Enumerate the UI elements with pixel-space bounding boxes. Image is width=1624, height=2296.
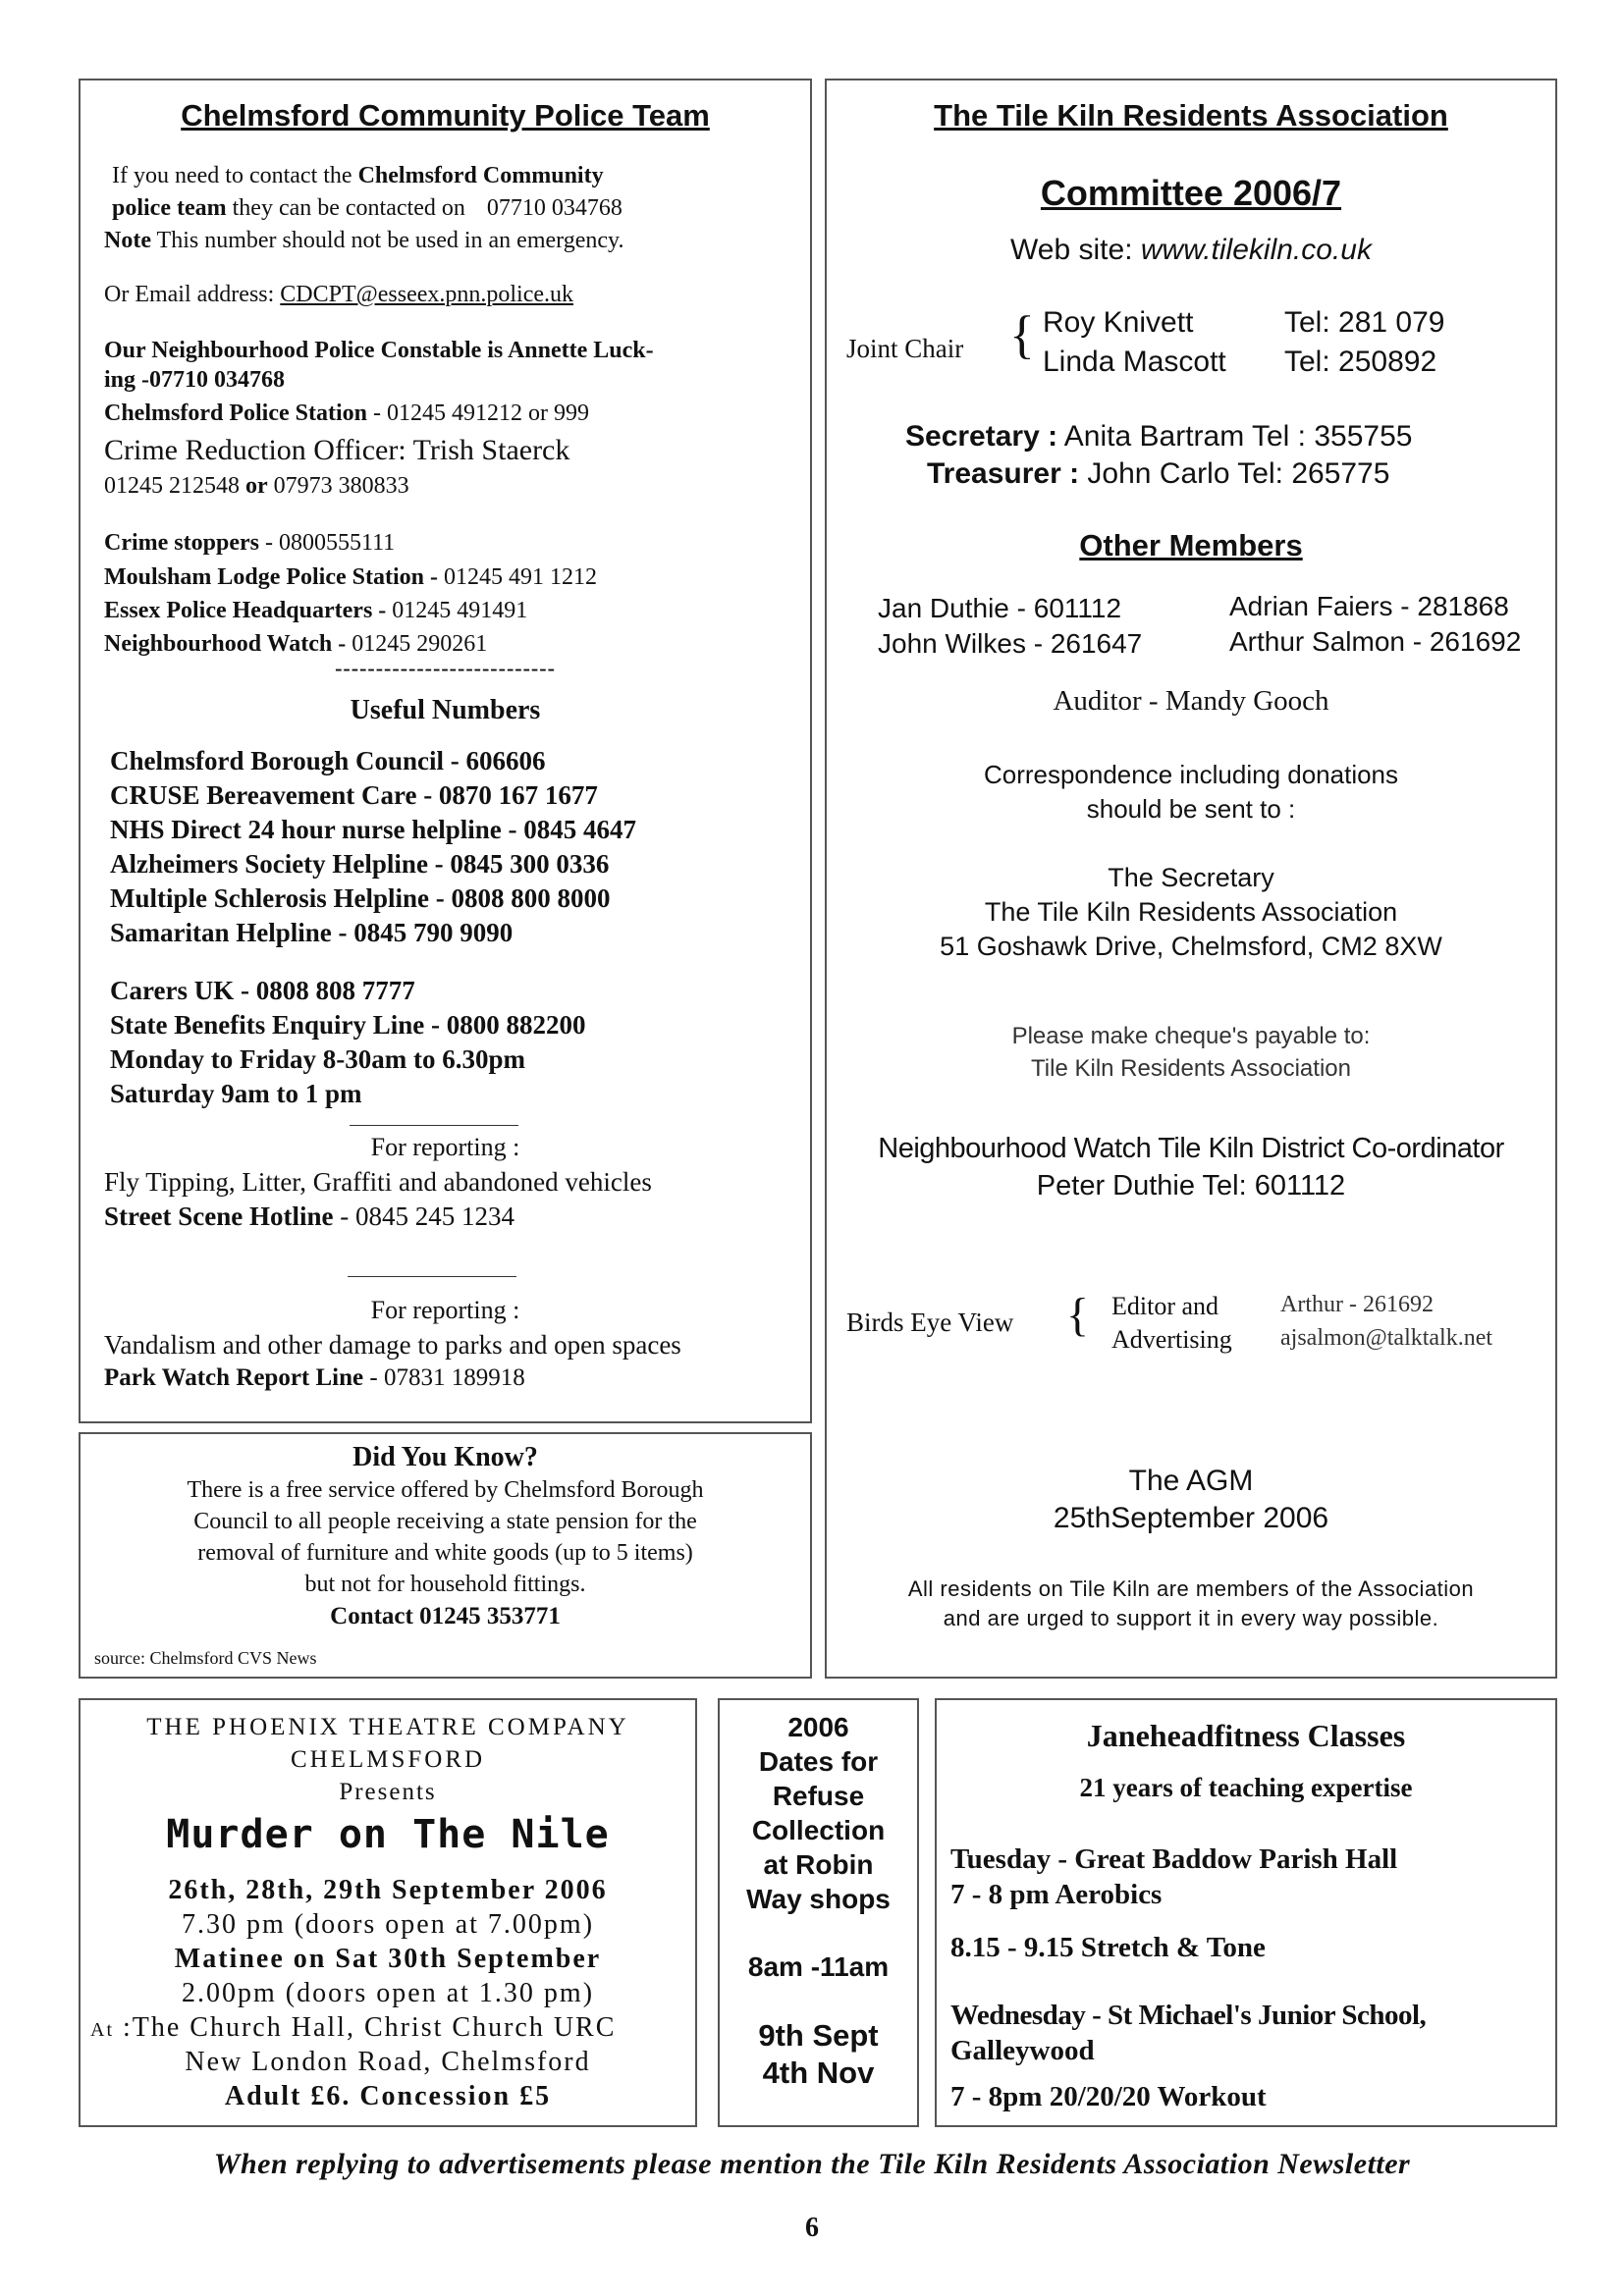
fitness-wednesday-time: 7 - 8pm 20/20/20 Workout — [950, 2081, 1267, 2112]
cheque-line: Please make cheque's payable to: — [1011, 1023, 1371, 1049]
refuse-line: Collection — [751, 1815, 886, 1845]
bev-role: Editor and — [1111, 1292, 1219, 1320]
nw-coordinator-contact: Peter Duthie Tel: 601112 — [1036, 1170, 1346, 1201]
auditor: Auditor - Mandy Gooch — [1053, 685, 1329, 717]
useful-title: Useful Numbers — [350, 695, 541, 725]
cro-numbers — [104, 473, 409, 500]
phoenix-presents: Presents — [339, 1779, 437, 1805]
police-note — [104, 228, 623, 254]
venue-line-1: :The Church Hall, Christ Church URC — [114, 2012, 617, 2043]
other-members-title: Other Members — [1079, 528, 1303, 562]
refuse-line: Refuse — [772, 1781, 865, 1811]
useful-item: CRUSE Bereavement Care - 0870 167 1677 — [110, 780, 598, 810]
reporting-text-1: Fly Tipping, Litter, Graffiti and abandoned vehicles — [104, 1167, 652, 1197]
pc-line2: ing -07710 034768 — [104, 367, 286, 393]
note-label: Note — [104, 228, 151, 253]
station-number: - 01245 491212 or 999 — [366, 400, 589, 426]
refuse-date: 9th Sept — [758, 2018, 879, 2053]
moulsham-number: 01245 491 1212 — [438, 564, 597, 590]
bev-role: Advertising — [1111, 1325, 1232, 1354]
page-number: 6 — [805, 2213, 819, 2243]
address-line: The Tile Kiln Residents Association — [984, 897, 1398, 927]
reporting-head-1: For reporting : — [370, 1133, 520, 1161]
chair-name: Linda Mascott — [1043, 346, 1226, 378]
venue-row — [90, 2012, 616, 2044]
crime-stoppers-row — [104, 530, 395, 557]
contact-text-2: they can be contacted on — [226, 195, 465, 221]
assoc-footer: All residents on Tile Kiln are members of the Association — [907, 1576, 1475, 1601]
useful-item: Multiple Schlerosis Helpline - 0808 800 8000 — [110, 883, 611, 913]
police-section — [79, 79, 812, 1423]
street-number: - 0845 245 1234 — [333, 1201, 514, 1231]
footer-note: When replying to advertisements please mention the Tile Kiln Residents Association Newsletter — [213, 2148, 1411, 2180]
bev-label: Birds Eye View — [846, 1308, 1014, 1337]
matinee: Matinee on Sat 30th September — [174, 1944, 602, 1974]
dyk-source: source: Chelmsford CVS News — [94, 1648, 317, 1668]
carers-item: Saturday 9am to 1 pm — [110, 1079, 362, 1108]
address-line: 51 Goshawk Drive, Chelmsford, CM2 8XW — [940, 932, 1442, 961]
member: John Wilkes - 261647 — [878, 628, 1143, 659]
contact-bold: Chelmsford Community — [357, 163, 604, 188]
reporting-text-2: Vandalism and other damage to parks and open spaces — [104, 1330, 681, 1360]
committee-title: Committee 2006/7 — [1040, 173, 1342, 213]
nw-label: Neighbourhood Watch - — [104, 631, 347, 657]
fitness-section — [935, 1698, 1557, 2127]
chair-tel: Tel: 281 079 — [1284, 306, 1445, 339]
police-contact-line2 — [112, 195, 623, 222]
street-scene-row — [104, 1201, 514, 1232]
show-title: Murder on The Nile — [166, 1812, 610, 1857]
corr-line: Correspondence including donations — [983, 760, 1399, 789]
street-label: Street Scene Hotline — [104, 1201, 334, 1231]
fitness-wednesday: Wednesday - St Michael's Junior School, — [950, 2000, 1427, 2031]
carers-item: State Benefits Enquiry Line - 0800 882200 — [110, 1010, 586, 1040]
park-watch-row — [104, 1364, 525, 1392]
website-label: Web site: — [1010, 234, 1141, 266]
refuse-line: 2006 — [787, 1712, 849, 1742]
corr-line: should be sent to : — [1086, 794, 1296, 824]
moulsham-row — [104, 564, 597, 591]
station-row — [104, 400, 589, 427]
joint-chair-label: Joint Chair — [846, 334, 964, 363]
fitness-title: Janeheadfitness Classes — [1086, 1718, 1406, 1753]
cro-label: Crime Reduction Officer: Trish Staerck — [104, 434, 570, 466]
bev-contact: Arthur - 261692 — [1280, 1292, 1434, 1317]
at-label: At — [90, 2019, 114, 2041]
refuse-section — [718, 1698, 919, 2127]
essex-row — [104, 598, 527, 624]
show-dates: 26th, 28th, 29th September 2006 — [168, 1875, 608, 1905]
nw-number: 01245 290261 — [346, 631, 488, 657]
useful-item: Alzheimers Society Helpline - 0845 300 0336 — [110, 849, 610, 879]
cro-number-a: 01245 212548 — [104, 473, 245, 499]
bev-email[interactable]: ajsalmon@talktalk.net — [1280, 1325, 1493, 1351]
assoc-title: The Tile Kiln Residents Association — [934, 98, 1448, 133]
association-section — [825, 79, 1557, 1679]
chair-tel: Tel: 250892 — [1284, 346, 1437, 378]
fitness-subtitle: 21 years of teaching expertise — [1079, 1773, 1413, 1802]
fitness-wednesday-2: Galleywood — [950, 2035, 1095, 2066]
dyk-line: Council to all people receiving a state pension for the — [193, 1509, 697, 1534]
treasurer-value: John Carlo Tel: 265775 — [1079, 457, 1390, 490]
dyk-line: removal of furniture and white goods (up to 5 items) — [197, 1540, 693, 1566]
address-line: The Secretary — [1108, 863, 1274, 892]
contact-text: If you need to contact the — [112, 163, 358, 188]
agm-title: The AGM — [1128, 1465, 1254, 1497]
matinee-time: 2.00pm (doors open at 1.30 pm) — [181, 1978, 595, 2008]
park-number: - 07831 189918 — [363, 1364, 525, 1391]
fitness-tuesday-time: 7 - 8 pm Aerobics — [950, 1879, 1163, 1910]
police-title: Chelmsford Community Police Team — [181, 98, 710, 133]
carers-item: Monday to Friday 8-30am to 6.30pm — [110, 1044, 525, 1074]
park-label: Park Watch Report Line — [104, 1364, 364, 1391]
fitness-tuesday: Tuesday - Great Baddow Parish Hall — [950, 1843, 1398, 1875]
refuse-line: at Robin — [763, 1849, 874, 1880]
separator: --------------------------- — [335, 656, 556, 680]
useful-item: Samaritan Helpline - 0845 790 9090 — [110, 918, 514, 947]
crime-stoppers-label: Crime stoppers — [104, 530, 259, 556]
cheque-line: Tile Kiln Residents Association — [1031, 1055, 1351, 1082]
refuse-time: 8am -11am — [747, 1951, 890, 1982]
contact-phone: 07710 034768 — [486, 195, 623, 221]
nw-coordinator: Neighbourhood Watch Tile Kiln District Co-ordinator — [878, 1133, 1504, 1164]
website-row — [827, 234, 1555, 267]
website-link[interactable]: www.tilekiln.co.uk — [1140, 234, 1372, 266]
dyk-line: There is a free service offered by Chelmsford Borough — [187, 1477, 704, 1503]
email-link[interactable]: CDCPT@esseex.pnn.police.uk — [280, 282, 574, 307]
agm-date: 25thSeptember 2006 — [1053, 1502, 1329, 1534]
brace: { — [1066, 1289, 1090, 1341]
station-label: Chelmsford Police Station — [104, 400, 367, 426]
contact-bold-2: police team — [112, 195, 227, 221]
reporting-head-2: For reporting : — [370, 1296, 520, 1324]
refuse-line: Dates for — [758, 1746, 879, 1777]
dyk-contact: Contact 01245 353771 — [330, 1603, 561, 1629]
cro-number-b: 07973 380833 — [267, 473, 409, 499]
brace: { — [1009, 305, 1035, 364]
member: Adrian Faiers - 281868 — [1229, 591, 1509, 621]
divider — [350, 1125, 518, 1126]
secretary-label: Secretary : — [905, 420, 1058, 453]
prices: Adult £6. Concession £5 — [224, 2081, 552, 2111]
essex-number: 01245 491491 — [386, 598, 528, 623]
secretary-row — [905, 420, 1412, 454]
essex-label: Essex Police Headquarters - — [104, 598, 387, 623]
note-text: This number should not be used in an emergency. — [150, 228, 624, 253]
moulsham-label: Moulsham Lodge Police Station - — [104, 564, 438, 590]
cro-or: or — [245, 473, 268, 499]
useful-item: Chelmsford Borough Council - 606606 — [110, 746, 546, 775]
phoenix-theatre-section — [79, 1698, 697, 2127]
carers-item: Carers UK - 0808 808 7777 — [110, 976, 415, 1005]
dyk-title: Did You Know? — [352, 1442, 538, 1472]
member: Arthur Salmon - 261692 — [1229, 626, 1522, 657]
secretary-value: Anita Bartram Tel : 355755 — [1057, 420, 1413, 453]
dyk-line: but not for household fittings. — [304, 1572, 586, 1597]
member: Jan Duthie - 601112 — [878, 593, 1122, 623]
refuse-date: 4th Nov — [762, 2056, 875, 2090]
crime-stoppers-number: - 0800555111 — [258, 530, 396, 556]
pc-line1: Our Neighbourhood Police Constable is Annette Luck- — [104, 338, 654, 363]
police-email-row — [104, 282, 573, 308]
show-time: 7.30 pm (doors open at 7.00pm) — [181, 1909, 595, 1940]
email-label: Or Email address: — [104, 282, 281, 307]
phoenix-company: THE PHOENIX THEATRE COMPANY — [146, 1714, 629, 1740]
divider — [348, 1276, 516, 1277]
phoenix-location: CHELMSFORD — [290, 1746, 486, 1773]
police-contact-line1 — [112, 163, 604, 189]
did-you-know-section — [79, 1432, 812, 1679]
venue-line-2: New London Road, Chelmsford — [185, 2047, 591, 2077]
nw-row — [104, 631, 487, 658]
useful-item: NHS Direct 24 hour nurse helpline - 0845 4647 — [110, 815, 637, 844]
refuse-line: Way shops — [746, 1884, 891, 1914]
treasurer-row — [927, 457, 1389, 491]
assoc-footer: and are urged to support it in every way possible. — [943, 1606, 1439, 1630]
treasurer-label: Treasurer : — [927, 457, 1080, 490]
chair-name: Roy Knivett — [1043, 306, 1194, 339]
fitness-stretch: 8.15 - 9.15 Stretch & Tone — [950, 1932, 1266, 1963]
